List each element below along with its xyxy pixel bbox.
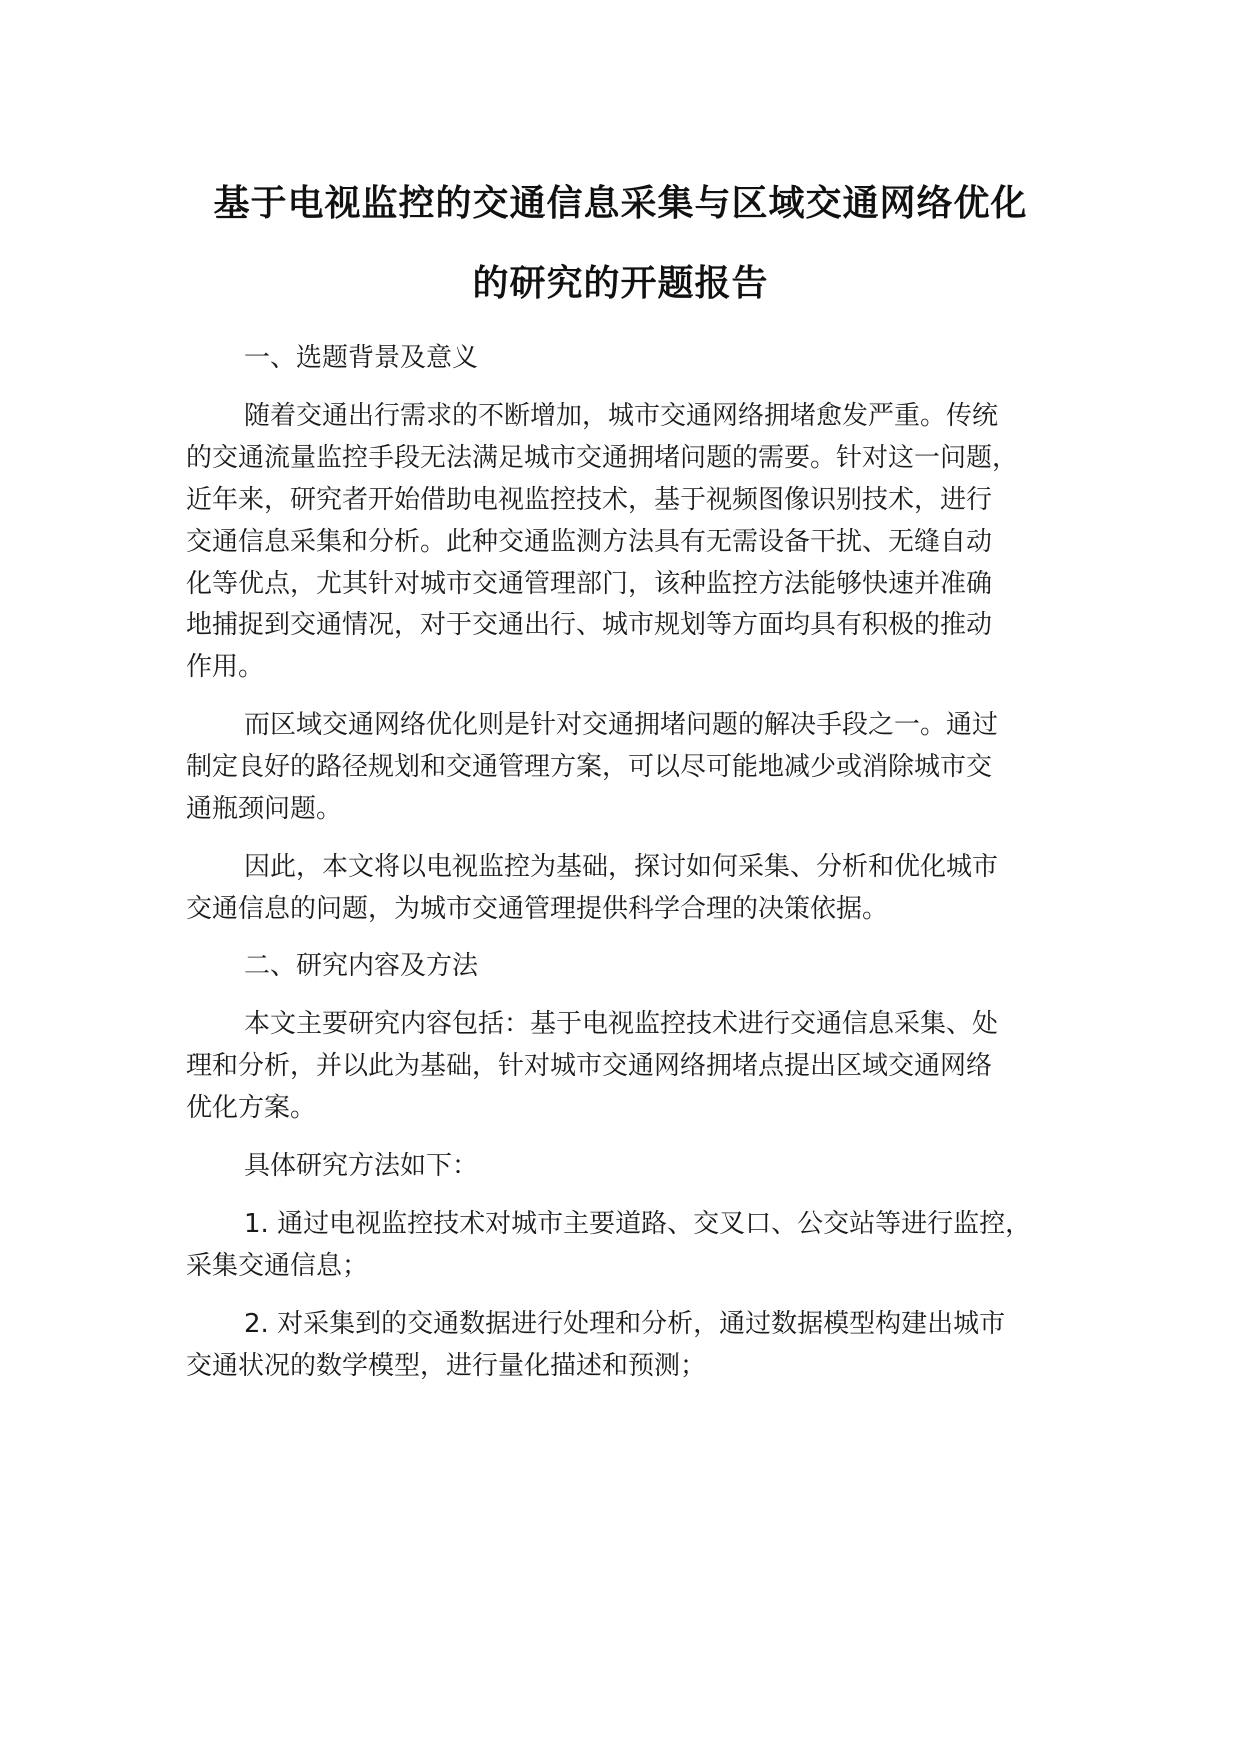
paragraph-line: 而区域交通网络优化则是针对交通拥堵问题的解决手段之一。通过 [244, 710, 999, 740]
paragraph-line: 通瓶颈问题。 [186, 794, 343, 824]
paragraph-line: 地捕捉到交通情况，对于交通出行、城市规划等方面均具有积极的推动 [186, 610, 993, 640]
paragraph-line: 制定良好的路径规划和交通管理方案，可以尽可能地减少或消除城市交 [186, 752, 993, 782]
paragraph-line: 本文主要研究内容包括：基于电视监控技术进行交通信息采集、处 [244, 1009, 999, 1039]
paragraph-line: 理和分析，并以此为基础，针对城市交通网络拥堵点提出区域交通网络 [186, 1051, 993, 1081]
paragraph-line: 化等优点，尤其针对城市交通管理部门，该种监控方法能够快速并准确 [186, 569, 993, 599]
document-title-line-2: 的研究的开题报告 [472, 263, 769, 304]
paragraph-line: 具体研究方法如下： [244, 1151, 479, 1181]
paragraph-line: 优化方案。 [186, 1093, 317, 1123]
paragraph-line: 随着交通出行需求的不断增加，城市交通网络拥堵愈发严重。传统 [244, 401, 999, 431]
list-item-line: 1. 通过电视监控技术对城市主要道路、交叉口、公交站等进行监控， [244, 1209, 1032, 1239]
paragraph-line: 交通信息采集和分析。此种交通监测方法具有无需设备干扰、无缝自动 [186, 527, 993, 557]
paragraph-line: 的交通流量监控手段无法满足城市交通拥堵问题的需要。针对这一问题， [186, 443, 1019, 473]
paragraph-line: 交通信息的问题，为城市交通管理提供科学合理的决策依据。 [186, 894, 889, 924]
paragraph-line: 作用。 [186, 652, 265, 682]
section-heading-methods: 二、研究内容及方法 [244, 951, 479, 981]
document-title-line-1: 基于电视监控的交通信息采集与区域交通网络优化 [213, 183, 1028, 224]
list-item-line: 交通状况的数学模型，进行量化描述和预测； [186, 1351, 707, 1381]
paragraph-line: 因此，本文将以电视监控为基础，探讨如何采集、分析和优化城市 [244, 852, 999, 882]
paragraph-line: 近年来，研究者开始借助电视监控技术，基于视频图像识别技术，进行 [186, 485, 993, 515]
list-item-line: 2. 对采集到的交通数据进行处理和分析，通过数据模型构建出城市 [244, 1309, 1006, 1339]
section-heading-background: 一、选题背景及意义 [244, 343, 479, 373]
list-item-line: 采集交通信息； [186, 1251, 369, 1281]
